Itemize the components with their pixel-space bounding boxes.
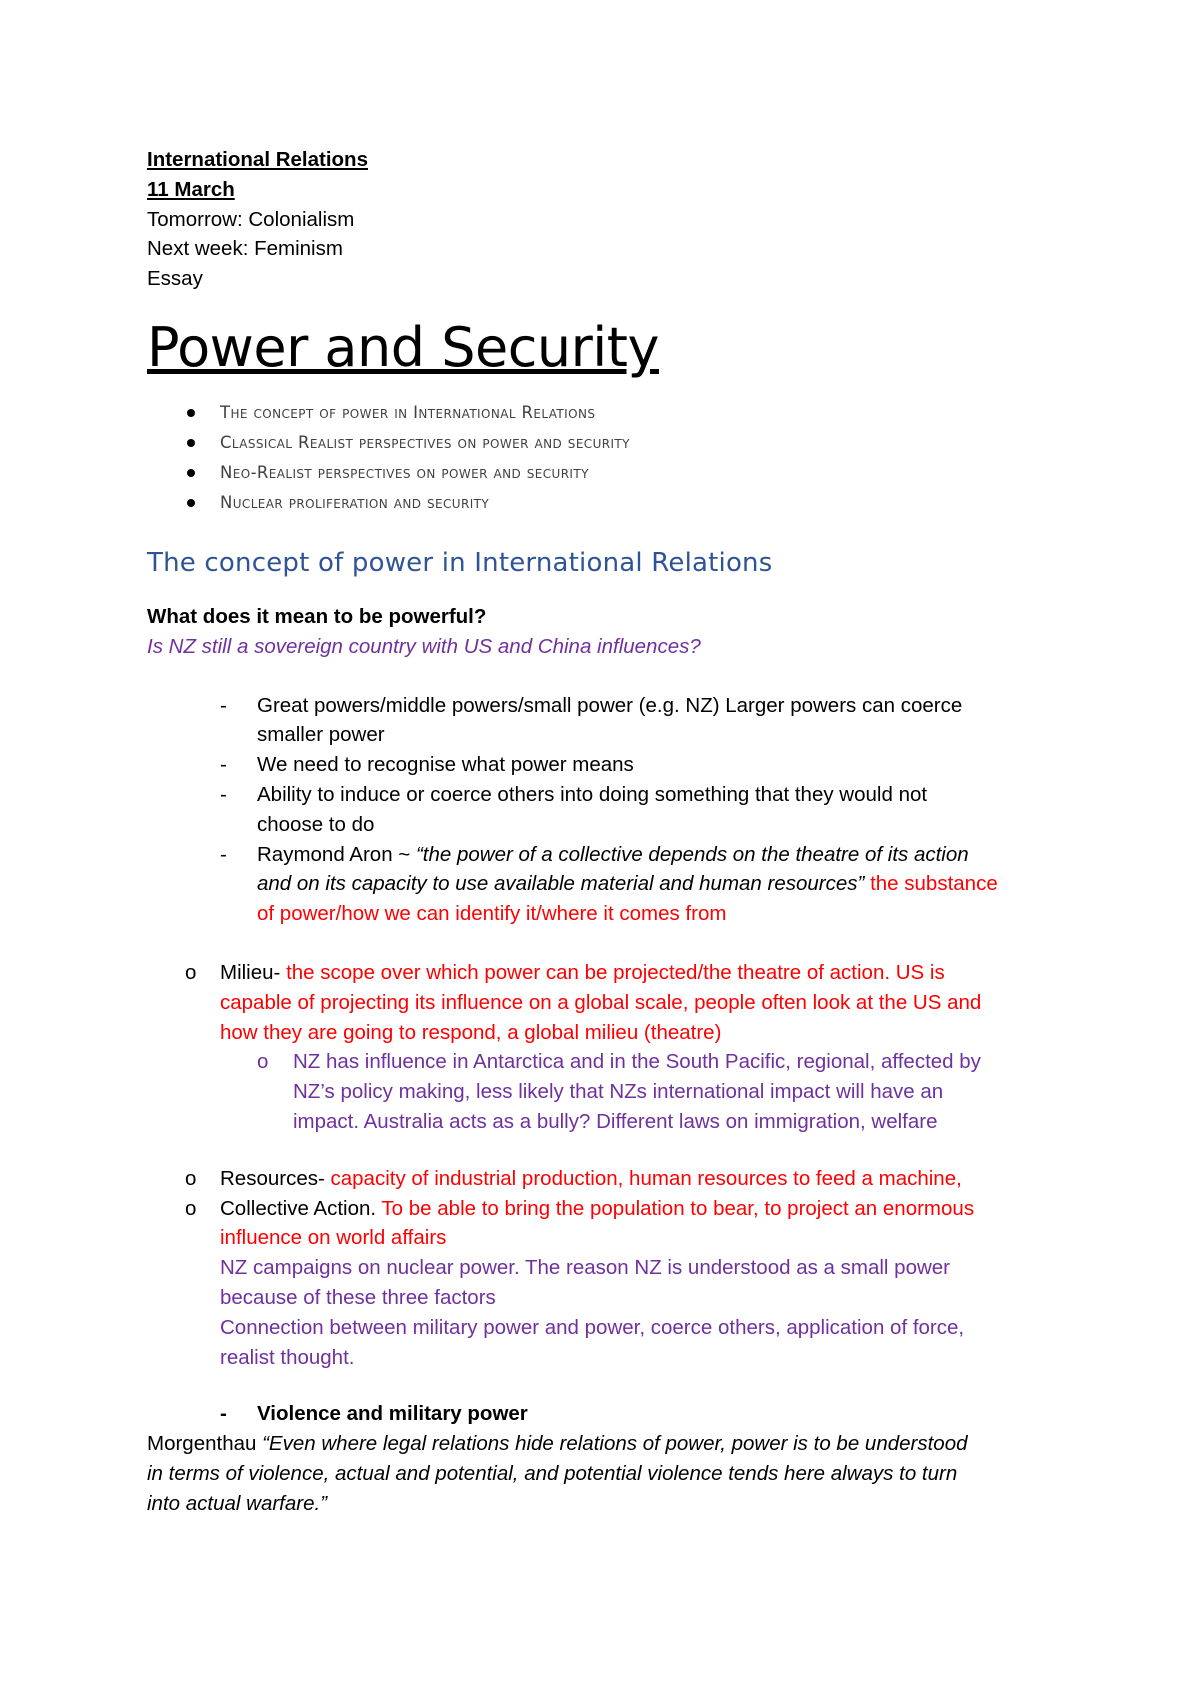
section-heading: The concept of power in International Relations	[147, 547, 773, 578]
toc-item: Classical Realist perspectives on power and security	[147, 428, 1077, 458]
aron-quote-continued: and on its capacity to use available material and human resources” the substance	[257, 872, 998, 896]
toc-item: Nuclear proliferation and security	[147, 488, 1077, 518]
bullet-continuation: smaller power	[257, 723, 385, 747]
collective-note: because of these three factors	[220, 1285, 496, 1309]
question-note: Is NZ still a sovereign country with US and China influences?	[147, 634, 701, 658]
bullet-continuation: choose to do	[257, 812, 375, 836]
morgenthau-name: Morgenthau	[147, 1432, 263, 1456]
milieu-text: capable of projecting its influence on a global scale, people often look at the US and	[220, 990, 982, 1014]
section-question: What does it mean to be powerful?	[147, 604, 487, 628]
point-milieu: o Milieu- the scope over which power can be projected/the theatre of action. US is	[147, 958, 1077, 988]
lecture-date: 11 March	[147, 177, 235, 201]
morgenthau-quote: Morgenthau “Even where legal relations hide relations of power, power is to be understood	[147, 1432, 968, 1456]
essay-note: Essay	[147, 267, 203, 291]
milieu-label: Milieu-	[220, 960, 281, 984]
bullet-recognise-power: - We need to recognise what power means	[147, 750, 1077, 780]
course-title: International Relations	[147, 148, 368, 171]
collective-note: realist thought.	[220, 1345, 355, 1369]
collective-note: Connection between military power and power, coerce others, application of force,	[220, 1315, 965, 1339]
table-of-contents	[147, 398, 1077, 518]
bullet-aron-quote	[147, 840, 1077, 870]
next-week-topic: Next week: Feminism	[147, 237, 343, 261]
milieu-text: how they are going to respond, a global milieu (theatre)	[220, 1020, 722, 1044]
toc-item: Neo-Realist perspectives on power and security	[147, 458, 1077, 488]
milieu-nz-note: impact. Australia acts as a bully? Different laws on immigration, welfare	[293, 1109, 938, 1133]
milieu-nz-note: NZ’s policy making, less likely that NZs international impact will have an	[293, 1080, 944, 1104]
aron-note: of power/how we can identify it/where it comes from	[257, 902, 727, 926]
bullet-induce-coerce: - Ability to induce or coerce others into doing something that they would not	[147, 780, 1077, 810]
toc-item: The concept of power in International Relations	[147, 398, 1077, 428]
aron-quote: “the power of a collective depends on the theatre of its action	[415, 842, 969, 866]
tomorrow-topic: Tomorrow: Colonialism	[147, 207, 355, 231]
document-page	[147, 145, 1077, 1519]
point-collective-action: o Collective Action. To be able to bring the population to bear, to project an enormous	[147, 1194, 1077, 1224]
bullet-great-powers: - Great powers/middle powers/small power (e.g. NZ) Larger powers can coerce	[147, 691, 1077, 721]
page-title: Power and Security	[147, 315, 659, 379]
collective-note: NZ campaigns on nuclear power. The reason NZ is understood as a small power	[220, 1256, 951, 1280]
morgenthau-quote-continued: in terms of violence, actual and potential, and potential violence tends here always to turn	[147, 1461, 958, 1485]
aron-name: Raymond Aron ~	[257, 842, 416, 866]
collective-text: influence on world affairs	[220, 1226, 447, 1250]
milieu-nz-note: o NZ has influence in Antarctica and in the South Pacific, regional, affected by	[147, 1047, 1077, 1077]
point-resources: o Resources- capacity of industrial production, human resources to feed a machine,	[147, 1164, 1077, 1194]
collective-label: Collective Action.	[220, 1196, 377, 1220]
morgenthau-quote-continued: into actual warfare.”	[147, 1491, 328, 1515]
resources-label: Resources-	[220, 1166, 325, 1190]
violence-heading: - Violence and military power	[147, 1399, 1077, 1429]
